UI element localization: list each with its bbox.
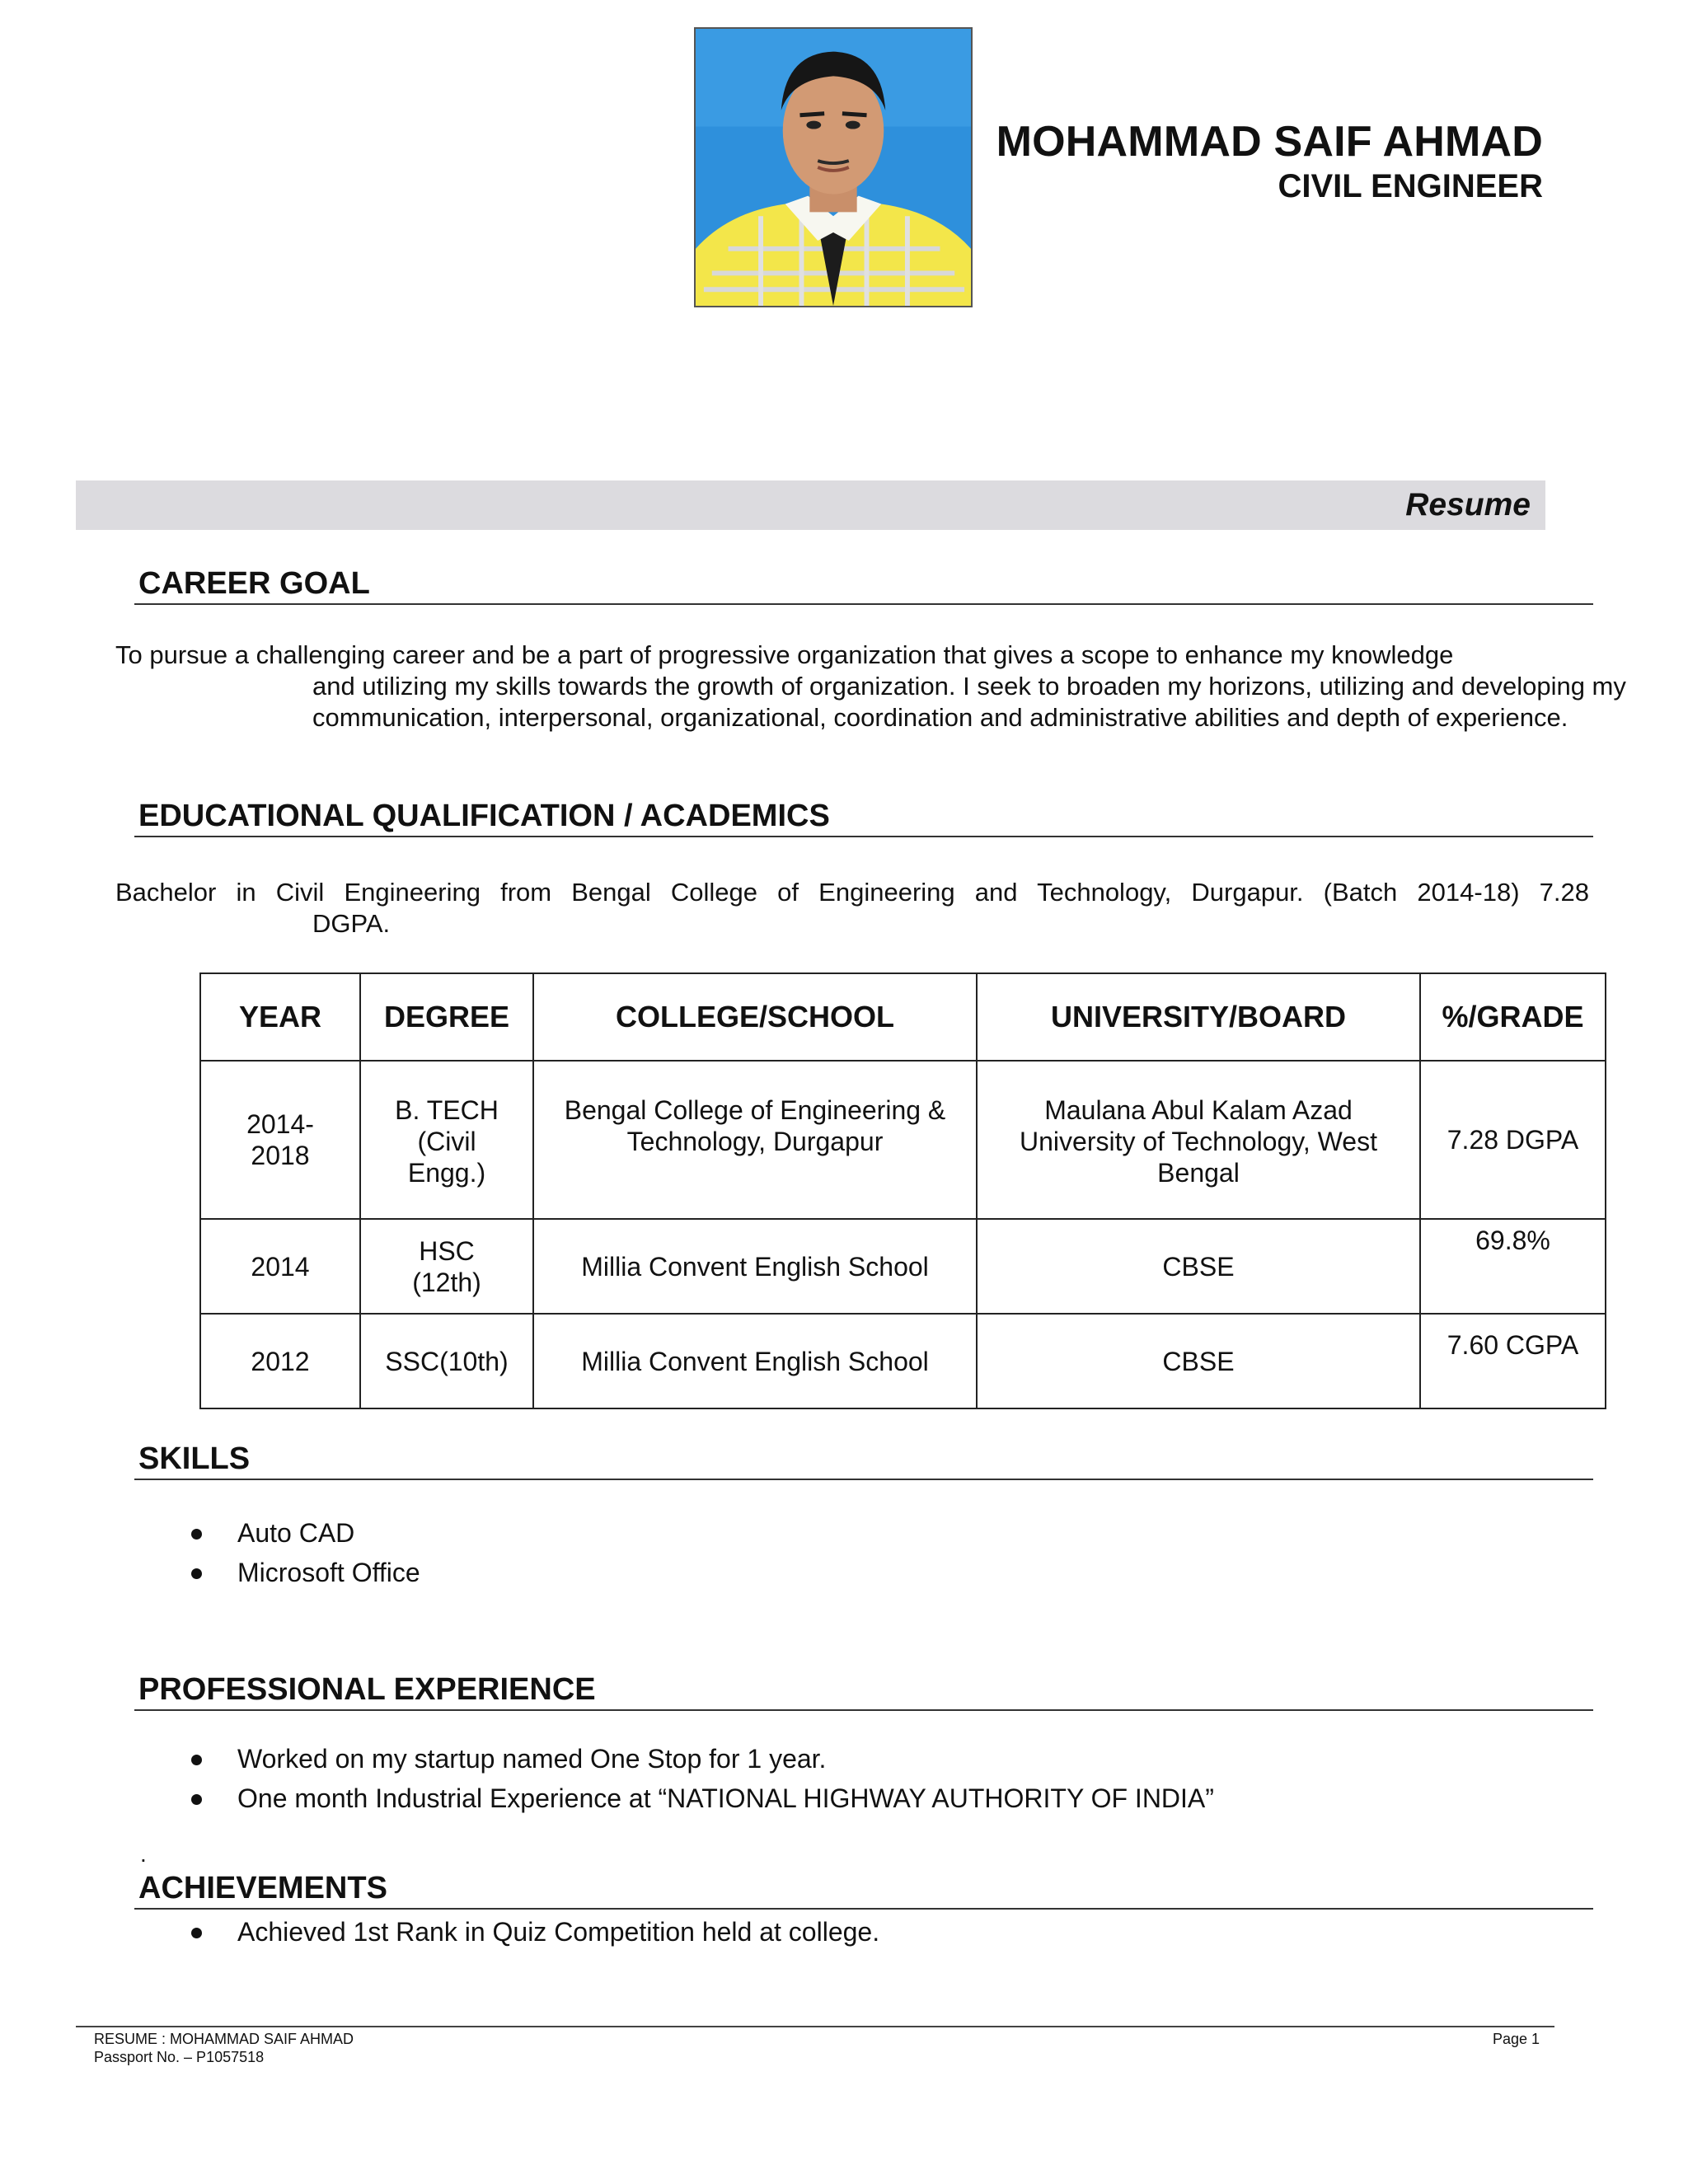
achievements-list <box>183 1912 879 1952</box>
section-education <box>134 793 1593 837</box>
career-goal-first-line: To pursue a challenging career and be a part of progressive organization that gives a scope to enhance my knowledge <box>115 640 1454 669</box>
section-skills <box>134 1436 1593 1480</box>
stray-period: . <box>140 1841 147 1867</box>
resume-banner <box>76 480 1545 530</box>
table-cell: CBSE <box>977 1314 1420 1408</box>
skills-list <box>183 1513 420 1592</box>
candidate-name: MOHAMMAD SAIF AHMAD <box>996 118 1543 166</box>
table-cell: B. TECH (Civil Engg.) <box>360 1061 533 1219</box>
person-portrait-icon <box>696 29 971 306</box>
table-row <box>200 1219 1606 1314</box>
table-cell: CBSE <box>977 1219 1420 1314</box>
section-experience <box>134 1666 1593 1711</box>
table-cell: Millia Convent English School <box>533 1314 977 1408</box>
table-cell: Maulana Abul Kalam Azad University of Technology, West Bengal <box>977 1061 1420 1219</box>
list-item: Worked on my startup named One Stop for 1 year. <box>183 1739 1214 1779</box>
section-achievements <box>134 1865 1593 1910</box>
table-cell: 2014- 2018 <box>200 1061 360 1219</box>
education-summary-line: DGPA. <box>312 909 391 938</box>
table-row <box>200 1061 1606 1219</box>
resume-banner-label: Resume <box>1405 487 1531 523</box>
qualification-table <box>199 972 1606 1409</box>
table-header-cell: UNIVERSITY/BOARD <box>977 973 1420 1061</box>
section-career-goal <box>134 560 1593 605</box>
list-item: Microsoft Office <box>183 1553 420 1592</box>
career-goal-text <box>115 640 1626 733</box>
footer-divider <box>76 2026 1554 2027</box>
list-item: One month Industrial Experience at “NATIONAL HIGHWAY AUTHORITY OF INDIA” <box>183 1779 1214 1818</box>
candidate-role: CIVIL ENGINEER <box>1278 168 1543 204</box>
section-title: CAREER GOAL <box>138 566 370 601</box>
table-header-row <box>200 973 1606 1061</box>
experience-list <box>183 1739 1214 1818</box>
section-title: ACHIEVEMENTS <box>138 1871 387 1905</box>
section-title: EDUCATIONAL QUALIFICATION / ACADEMICS <box>138 799 830 833</box>
career-goal-continuation: and utilizing my skills towards the growth of organization. I seek to broaden my horizons, utilizing and developing my communication, interpersonal, organizational, coordination and administrative abilities and depth of experience. <box>312 672 1626 732</box>
list-item: Auto CAD <box>183 1513 420 1553</box>
list-item: Achieved 1st Rank in Quiz Competition held at college. <box>183 1912 879 1952</box>
footer-title: RESUME : MOHAMMAD SAIF AHMAD <box>94 2031 354 2047</box>
table-header-cell: COLLEGE/SCHOOL <box>533 973 977 1061</box>
table-cell: 7.28 DGPA <box>1420 1061 1606 1219</box>
section-title: PROFESSIONAL EXPERIENCE <box>138 1672 596 1707</box>
table-row <box>200 1314 1606 1408</box>
table-cell: Bengal College of Engineering & Technology, Durgapur <box>533 1061 977 1219</box>
education-summary <box>115 877 1589 940</box>
table-cell: 69.8% <box>1420 1219 1606 1314</box>
table-cell: HSC (12th) <box>360 1219 533 1314</box>
section-title: SKILLS <box>138 1441 251 1476</box>
table-header-cell: YEAR <box>200 973 360 1061</box>
footer-page-number: Page 1 <box>1492 2031 1540 2047</box>
profile-photo <box>694 27 973 307</box>
table-cell: 2012 <box>200 1314 360 1408</box>
table-cell: 2014 <box>200 1219 360 1314</box>
table-header-cell: DEGREE <box>360 973 533 1061</box>
education-summary-line: Bachelor in Civil Engineering from Bengal College of Engineering and Technology, Durgapur. (Batch 2014-18) 7.28 <box>115 878 1589 907</box>
table-cell: SSC(10th) <box>360 1314 533 1408</box>
table-cell: Millia Convent English School <box>533 1219 977 1314</box>
table-header-cell: %/GRADE <box>1420 973 1606 1061</box>
footer-passport: Passport No. – P1057518 <box>94 2049 265 2065</box>
table-cell: 7.60 CGPA <box>1420 1314 1606 1408</box>
